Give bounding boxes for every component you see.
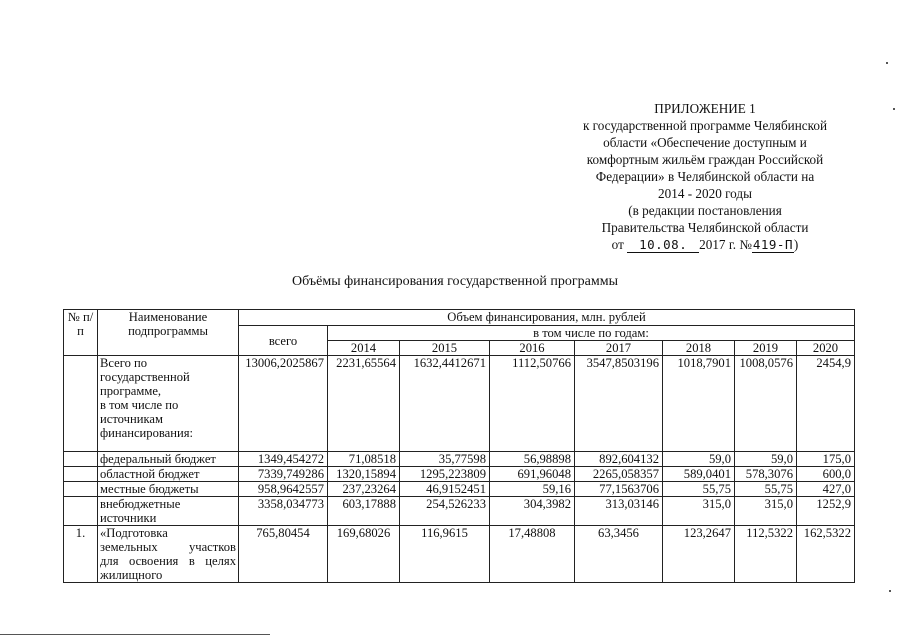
cell-2019: 315,0	[735, 497, 797, 526]
cell-2014: 71,08518	[328, 452, 400, 467]
cell-2014: 169,68026	[328, 526, 400, 583]
cell-2019: 55,75	[735, 482, 797, 497]
table-row	[64, 356, 855, 452]
cell-2015: 116,9615	[400, 526, 490, 583]
cell-2017: 313,03146	[575, 497, 663, 526]
row-number	[64, 467, 98, 482]
cell-2015: 254,526233	[400, 497, 490, 526]
document-title: Объёмы финансирования государственной программы	[292, 274, 618, 289]
row-name-line: внебюджетные	[100, 497, 181, 511]
cell-2014: 237,23264	[328, 482, 400, 497]
cell-2019: 59,0	[735, 452, 797, 467]
header-year: 2015	[400, 341, 490, 356]
scan-speck	[893, 108, 895, 110]
appendix-date-line	[545, 236, 865, 253]
resolution-number: 419-П	[752, 237, 793, 252]
cell-total: 1349,454272	[239, 452, 328, 467]
cell-2018: 315,0	[663, 497, 735, 526]
cell-2015: 35,77598	[400, 452, 490, 467]
header-year: 2017	[575, 341, 663, 356]
row-name-line: источники	[100, 511, 157, 525]
row-name-line: в том числе по	[100, 398, 179, 412]
cell-2015: 1295,223809	[400, 467, 490, 482]
cell-2018: 1018,7901	[663, 356, 735, 452]
row-name-line: земельных участков	[100, 540, 236, 554]
row-number: 1.	[64, 526, 98, 583]
row-name-line: программе,	[100, 384, 162, 398]
cell-2020: 1252,9	[797, 497, 855, 526]
appendix-line: области «Обеспечение доступным и	[603, 135, 807, 150]
appendix-line: (в редакции постановления	[628, 203, 782, 218]
row-name: областной бюджет	[98, 467, 239, 482]
cell-total: 958,9642557	[239, 482, 328, 497]
appendix-heading: ПРИЛОЖЕНИЕ 1	[654, 101, 756, 116]
header-year: 2020	[797, 341, 855, 356]
row-name	[98, 526, 239, 583]
header-subprogram-name: Наименование подпрограммы	[98, 310, 239, 356]
cell-2020: 600,0	[797, 467, 855, 482]
header-total: всего	[239, 326, 328, 356]
cell-2014: 603,17888	[328, 497, 400, 526]
row-name-line: источникам	[100, 412, 163, 426]
row-name-line: для освоения в целях	[100, 554, 236, 568]
cell-total: 3358,034773	[239, 497, 328, 526]
cell-total: 7339,749286	[239, 467, 328, 482]
year-text: 2017 г. №	[699, 237, 752, 252]
cell-total: 765,80454	[239, 526, 328, 583]
header-funding: Объем финансирования, млн. рублей	[239, 310, 855, 326]
table-row	[64, 467, 855, 482]
cell-2016: 304,3982	[490, 497, 575, 526]
cell-2019: 578,3076	[735, 467, 797, 482]
header-by-years: в том числе по годам:	[328, 326, 855, 341]
table-row	[64, 497, 855, 526]
appendix-line: к государственной программе Челябинской	[582, 118, 828, 133]
row-number	[64, 482, 98, 497]
cell-2014: 2231,65564	[328, 356, 400, 452]
row-number	[64, 497, 98, 526]
appendix-line: Федерации» в Челябинской области на	[595, 169, 815, 184]
cell-2017: 77,1563706	[575, 482, 663, 497]
row-name-line: «Подготовка	[100, 526, 168, 540]
cell-2020: 162,5322	[797, 526, 855, 583]
cell-2014: 1320,15894	[328, 467, 400, 482]
header-year: 2018	[663, 341, 735, 356]
row-name: местные бюджеты	[98, 482, 239, 497]
row-name-line: финансирования:	[100, 426, 194, 440]
cell-2015: 1632,4412671	[400, 356, 490, 452]
cell-total: 13006,2025867	[239, 356, 328, 452]
cell-2020: 2454,9	[797, 356, 855, 452]
scan-speck	[886, 62, 888, 64]
date-prefix: от	[611, 237, 624, 252]
cell-2020: 427,0	[797, 482, 855, 497]
cell-2019: 112,5322	[735, 526, 797, 583]
cell-2020: 175,0	[797, 452, 855, 467]
table-row	[64, 452, 855, 467]
cell-2019: 1008,0576	[735, 356, 797, 452]
cell-2018: 59,0	[663, 452, 735, 467]
cell-2017: 892,604132	[575, 452, 663, 467]
row-number	[64, 452, 98, 467]
table-row	[64, 526, 855, 583]
cell-2016: 56,98898	[490, 452, 575, 467]
cell-2017: 2265,058357	[575, 467, 663, 482]
cell-2017: 3547,8503196	[575, 356, 663, 452]
close-paren: )	[793, 237, 799, 252]
cell-2015: 46,9152451	[400, 482, 490, 497]
cell-2018: 589,0401	[663, 467, 735, 482]
cell-2016: 17,48808	[490, 526, 575, 583]
cell-2016: 59,16	[490, 482, 575, 497]
appendix-block	[545, 100, 865, 253]
table-row	[64, 482, 855, 497]
date-value: 10.08.	[627, 238, 699, 253]
appendix-line: комфортным жильём граждан Российской	[586, 152, 824, 167]
row-name-line: жилищного	[100, 568, 163, 582]
header-year: 2019	[735, 341, 797, 356]
row-name	[98, 497, 239, 526]
appendix-line: 2014 - 2020 годы	[658, 186, 752, 201]
scan-edge-line	[0, 634, 270, 635]
header-number: № п/п	[64, 310, 98, 356]
cell-2016: 1112,50766	[490, 356, 575, 452]
header-year: 2016	[490, 341, 575, 356]
row-name	[98, 356, 239, 452]
row-name-line: государственной	[100, 370, 190, 384]
row-name-line: Всего по	[100, 356, 148, 370]
scan-speck	[889, 590, 891, 592]
cell-2016: 691,96048	[490, 467, 575, 482]
header-year: 2014	[328, 341, 400, 356]
row-number	[64, 356, 98, 452]
cell-2017: 63,3456	[575, 526, 663, 583]
cell-2018: 55,75	[663, 482, 735, 497]
cell-2018: 123,2647	[663, 526, 735, 583]
appendix-line: Правительства Челябинской области	[601, 220, 809, 235]
row-name: федеральный бюджет	[98, 452, 239, 467]
funding-table	[63, 309, 855, 583]
